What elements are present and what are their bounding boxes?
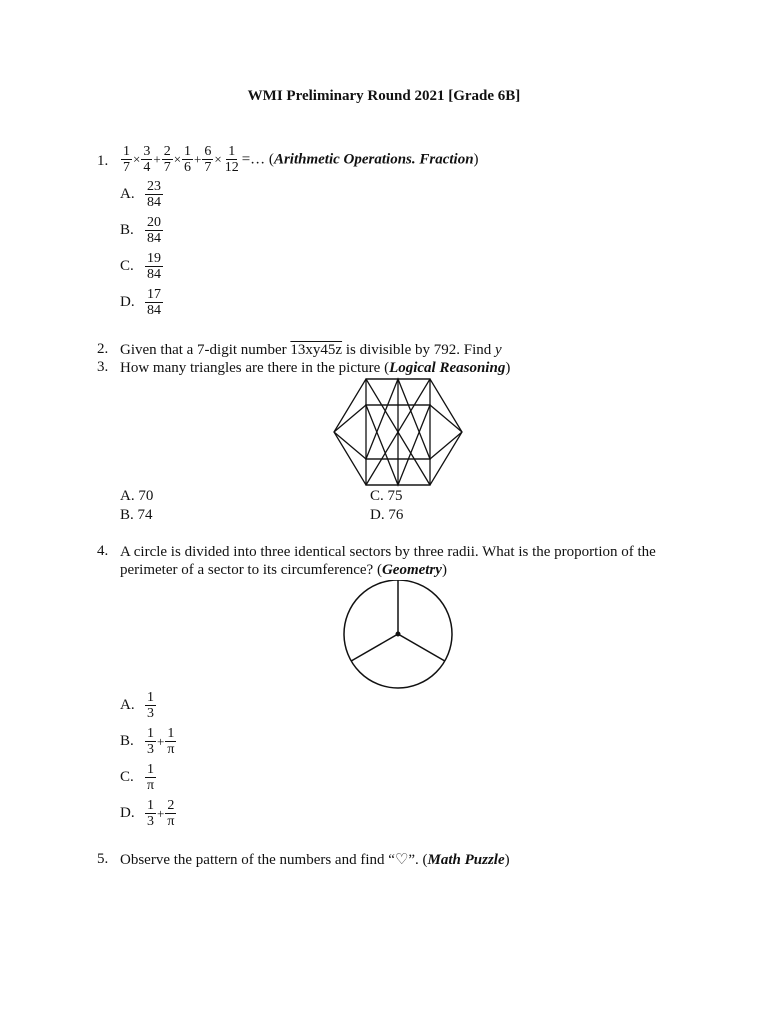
q1-expr-operator: + — [194, 151, 202, 167]
q3-option-d: D. 76 — [370, 507, 404, 523]
q3-number: 3. — [97, 359, 109, 375]
q3-text-main: How many triangles are there in the picture ( — [120, 360, 390, 376]
q4-close: ) — [441, 562, 447, 578]
q2-number: 2. — [97, 341, 109, 357]
q1-option-b — [120, 215, 164, 246]
option-fraction — [145, 762, 156, 793]
fraction-denominator: π — [167, 814, 175, 829]
q5-text-main: Observe the pattern of the numbers and find “♡”. ( — [120, 852, 428, 868]
fraction-denominator: 84 — [147, 267, 161, 282]
fraction-denominator: 7 — [123, 160, 130, 175]
fraction-numerator: 1 — [147, 690, 154, 705]
q4-line2-wrap — [120, 561, 690, 579]
fraction-numerator: 23 — [147, 179, 161, 194]
q3-text — [120, 359, 690, 377]
q2-digits: 13xy45z — [290, 342, 343, 358]
q1-option-c — [120, 251, 164, 282]
q1-expr-operator: × — [173, 151, 182, 167]
option-label: B. — [120, 733, 134, 749]
q1-text — [120, 144, 690, 175]
q4-line2: perimeter of a sector to its circumference? ( — [120, 562, 382, 578]
option-label: A. — [120, 186, 135, 202]
option-fraction — [145, 251, 163, 282]
fraction-numerator: 1 — [228, 144, 236, 159]
q2-text-before: Given that a 7-digit number — [120, 342, 291, 358]
option-label: A. — [120, 697, 135, 713]
q3-option-b: B. 74 — [120, 507, 153, 523]
option-fraction — [145, 179, 163, 210]
fraction-denominator: 7 — [204, 160, 212, 175]
fraction-numerator: 1 — [147, 726, 154, 741]
q1-number: 1. — [97, 153, 109, 169]
q1-expr-fraction — [202, 144, 213, 175]
fraction-numerator: 1 — [147, 798, 154, 813]
fraction-numerator: 6 — [204, 144, 212, 159]
fraction-denominator: 4 — [143, 160, 151, 175]
q4-option-b — [120, 726, 177, 757]
option-label: C. — [120, 769, 134, 785]
fraction-denominator: π — [167, 742, 175, 757]
fraction-numerator: 1 — [167, 726, 175, 741]
fraction-denominator: 7 — [163, 160, 171, 175]
fraction-denominator: 3 — [147, 814, 154, 829]
fraction-denominator: 3 — [147, 706, 154, 721]
fraction-denominator: 12 — [224, 160, 239, 175]
circle-sectors-figure — [340, 580, 456, 690]
fraction-numerator: 2 — [167, 798, 175, 813]
page-title: WMI Preliminary Round 2021 [Grade 6B] — [247, 88, 521, 104]
option-fraction — [145, 215, 163, 246]
q1-option-a — [120, 179, 164, 210]
fraction-numerator: 19 — [147, 251, 161, 266]
q1-expr-fraction — [141, 144, 152, 175]
fraction-denominator: 84 — [147, 195, 161, 210]
option-fraction — [165, 726, 176, 757]
q1-expr-fraction — [121, 144, 132, 175]
q1-expr-fraction — [162, 144, 173, 175]
q1-expr-fraction — [223, 144, 241, 175]
q3-topic: Logical Reasoning — [389, 360, 506, 376]
q1-expr-operator: + — [153, 151, 161, 167]
option-fraction — [165, 798, 176, 829]
q3-close: ) — [505, 360, 511, 376]
option-fraction — [145, 726, 156, 757]
q2-text — [120, 341, 690, 359]
option-fraction — [145, 798, 156, 829]
fraction-numerator: 3 — [143, 144, 151, 159]
q4-option-c — [120, 762, 157, 793]
q2-text-after: is divisible by 792. Find — [342, 342, 495, 358]
fraction-numerator: 20 — [147, 215, 161, 230]
q5-topic: Math Puzzle — [427, 852, 505, 868]
fraction-numerator: 1 — [123, 144, 130, 159]
option-label: B. — [120, 222, 134, 238]
fraction-denominator: 3 — [147, 742, 154, 757]
option-operator: + — [157, 805, 165, 821]
q4-option-a — [120, 690, 157, 721]
fraction-numerator: 1 — [184, 144, 192, 159]
q5-number: 5. — [97, 851, 109, 867]
fraction-denominator: 84 — [147, 231, 161, 246]
q4-number: 4. — [97, 543, 109, 559]
q1-close: ) — [473, 151, 479, 168]
fraction-numerator: 17 — [147, 287, 161, 302]
q5-text — [120, 851, 690, 869]
hexagon-triangles-figure — [328, 376, 468, 492]
q4-text — [120, 543, 690, 579]
option-operator: + — [157, 733, 165, 749]
q1-tail: =… ( — [241, 151, 274, 168]
fraction-denominator: 6 — [184, 160, 192, 175]
option-label: D. — [120, 294, 135, 310]
q3-option-c: C. 75 — [370, 488, 403, 504]
option-label: C. — [120, 258, 134, 274]
q1-option-d — [120, 287, 164, 318]
fraction-numerator: 1 — [147, 762, 155, 777]
q2-variable: y — [495, 342, 502, 358]
q5-close: ) — [504, 852, 510, 868]
option-label: D. — [120, 805, 135, 821]
q1-topic: Arithmetic Operations. Fraction — [273, 151, 474, 168]
q4-line1: A circle is divided into three identical sectors by three radii. What is the proportion of the — [120, 544, 656, 560]
q1-expr-operator: × — [133, 151, 141, 167]
q3-option-a: A. 70 — [120, 488, 154, 504]
fraction-numerator: 2 — [163, 144, 171, 159]
q1-expr-fraction — [182, 144, 193, 175]
q4-topic: Geometry — [381, 562, 442, 578]
fraction-denominator: π — [147, 778, 155, 793]
q1-expr-operator: × — [214, 151, 222, 167]
option-fraction — [145, 690, 156, 721]
fraction-denominator: 84 — [147, 303, 161, 318]
q1-expression — [120, 144, 242, 175]
q4-option-d — [120, 798, 177, 829]
option-fraction — [145, 287, 163, 318]
